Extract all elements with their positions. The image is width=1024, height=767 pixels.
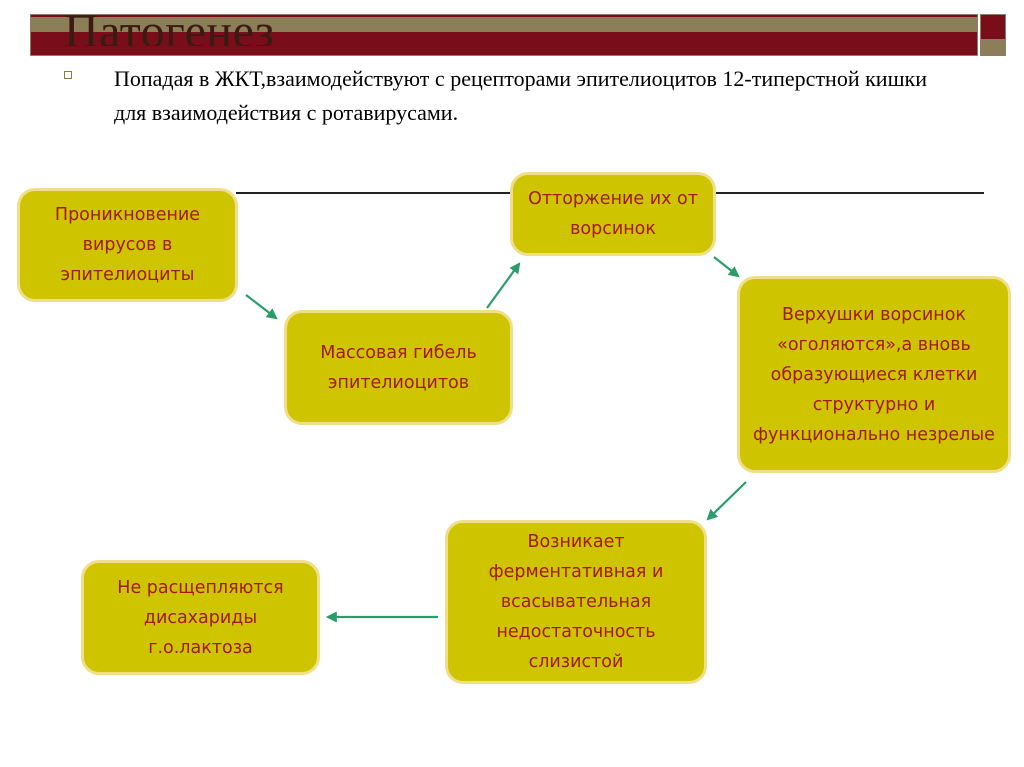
node-label: Проникновение вирусов в эпителиоциты xyxy=(54,205,201,285)
bullet-text: Попадая в ЖКТ,взаимодействуют с рецепторами эпителиоцитов 12-типерстной кишки для взаимодействия с ротавирусами. xyxy=(114,66,927,125)
node-label: Не расщепляются дисахариды г.о.лактоза xyxy=(117,577,284,658)
node-label: Массовая гибель эпителиоцитов xyxy=(320,342,477,393)
slide-title: Патогенез xyxy=(64,6,275,46)
node-disaccharides xyxy=(81,560,320,675)
arrow-rejection-to-villi-tips xyxy=(714,257,738,276)
node-mass-death xyxy=(284,310,513,425)
node-label: Отторжение их от ворсинок xyxy=(528,189,698,239)
arrow-villi-tips-to-insufficiency xyxy=(708,482,746,519)
node-label: Верхушки ворсинок «оголяются»,а вновь образующиеся клетки структурно и функционально незрелые xyxy=(753,304,995,445)
node-virus-penetration xyxy=(17,188,238,302)
node-villi-tips xyxy=(737,276,1011,473)
arrow-mass-death-to-rejection xyxy=(487,264,519,308)
node-insufficiency xyxy=(445,520,707,684)
arrow-penetration-to-mass-death xyxy=(246,295,276,318)
node-rejection xyxy=(510,172,716,256)
node-label: Возникает ферментативная и всасывательная недостаточность слизистой xyxy=(488,532,664,672)
